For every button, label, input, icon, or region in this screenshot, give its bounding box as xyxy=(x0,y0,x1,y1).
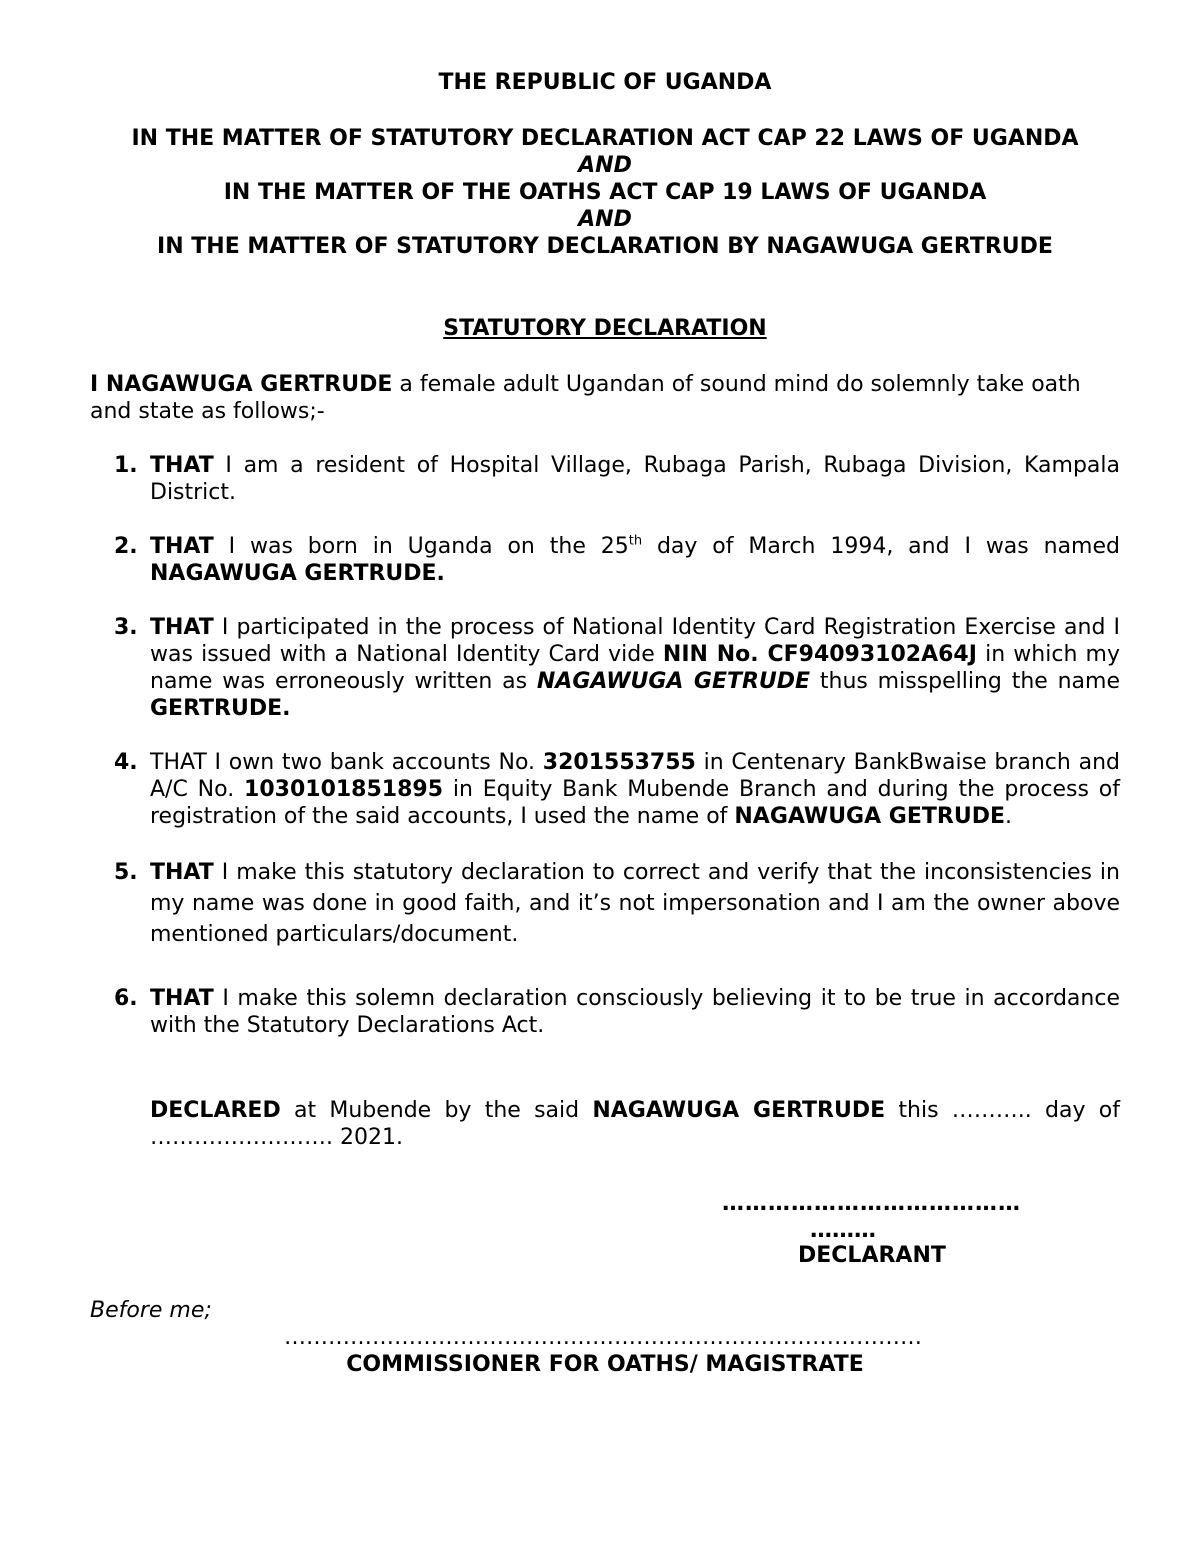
declaration-items xyxy=(90,452,1120,1039)
before-me-label: Before me; xyxy=(90,1298,212,1323)
republic-title: THE REPUBLIC OF UGANDA xyxy=(438,70,772,95)
item-number: 3. xyxy=(114,615,138,640)
item-that: THAT xyxy=(150,615,214,640)
document-heading xyxy=(90,69,1120,260)
item-that: THAT xyxy=(150,534,214,559)
item-number: 5. xyxy=(114,860,138,885)
ordinal-suffix: th xyxy=(628,533,643,549)
item-text: I make this statutory declaration to correct and verify that the inconsistencies in my name was done in good faith, and it’s not impersonation and I am the owner above mentioned particulars/document. xyxy=(150,860,1120,947)
declaration-item-5 xyxy=(90,857,1120,950)
item-text: I was born in Uganda on the 25 xyxy=(213,534,629,559)
and-connector-2: AND xyxy=(578,207,632,232)
commissioner-label: COMMISSIONER FOR OATHS/ MAGISTRATE xyxy=(346,1352,864,1377)
item-that: THAT xyxy=(150,453,214,478)
declared-paragraph xyxy=(150,1097,1120,1151)
item-number: 4. xyxy=(114,750,138,775)
declared-name: NAGAWUGA GERTRUDE xyxy=(592,1098,886,1123)
item-name: NAGAWUGA GETRUDE xyxy=(734,804,1005,829)
item-text-cont2: in Equity Bank Mubende Branch and during the process of registration of the said accounts, I used the name of xyxy=(150,777,1120,829)
and-connector-1: AND xyxy=(578,153,632,178)
matter-statutory-act: IN THE MATTER OF STATUTORY DECLARATION ACT CAP 22 LAWS OF UGANDA xyxy=(131,126,1079,151)
declarant-signature-line-cont: ……… xyxy=(810,1218,876,1243)
declaration-item-1 xyxy=(90,452,1120,506)
declarant-label: DECLARANT xyxy=(798,1243,946,1268)
item-number: 2. xyxy=(114,534,138,559)
intro-paragraph xyxy=(90,371,1120,425)
declared-label: DECLARED xyxy=(150,1098,281,1123)
item-text: THAT I own two bank accounts No. xyxy=(150,750,543,775)
item-text: I make this solemn declaration consciously believing it to be true in accordance with the Statutory Declarations Act. xyxy=(150,986,1120,1038)
erroneous-name: NAGAWUGA GETRUDE xyxy=(536,669,811,694)
nin-number: NIN No. CF94093102A64J xyxy=(662,642,977,667)
item-text: I participated in the process of National Identity Card Registration Exercise and I was issued with a National Identity Card vide xyxy=(150,615,1120,667)
declaration-item-6 xyxy=(90,985,1120,1039)
declared-date-line: this ……….. day of ……………………. 2021. xyxy=(150,1098,1120,1150)
intro-text: a female adult Ugandan of sound mind do solemnly take oath and state as follows;- xyxy=(90,372,1081,424)
intro-declarant-name: I NAGAWUGA GERTRUDE xyxy=(90,372,393,397)
statutory-declaration-title: STATUTORY DECLARATION xyxy=(443,316,767,341)
commissioner-signature-line: …………………………………………………………………………… xyxy=(284,1325,922,1350)
item-that: THAT xyxy=(150,986,214,1011)
declaration-item-4 xyxy=(90,749,1120,830)
item-text: I am a resident of Hospital Village, Rubaga Parish, Rubaga Division, Kampala District. xyxy=(150,453,1120,505)
correct-name: GERTRUDE. xyxy=(150,696,291,721)
item-text-cont: in which my name was erroneously written as xyxy=(150,642,1121,694)
declaration-item-3 xyxy=(90,614,1120,722)
item-text-cont2: thus misspelling the name xyxy=(810,669,1121,694)
declarant-signature-line: ………………………………… xyxy=(722,1191,1021,1216)
matter-oaths-act: IN THE MATTER OF THE OATHS ACT CAP 19 LAWS OF UGANDA xyxy=(223,180,987,205)
item-text-cont: in Centenary BankBwaise branch and A/C No. xyxy=(150,750,1120,802)
matter-declarant: IN THE MATTER OF STATUTORY DECLARATION BY NAGAWUGA GERTRUDE xyxy=(157,234,1053,259)
item-number: 1. xyxy=(114,453,138,478)
declaration-item-2 xyxy=(90,533,1120,587)
declared-text: at Mubende by the said xyxy=(280,1098,593,1123)
item-text-end: . xyxy=(1005,804,1012,829)
item-that: THAT xyxy=(150,860,214,885)
item-text-cont: day of March 1994, and I was named xyxy=(642,534,1120,559)
item-name: NAGAWUGA GERTRUDE. xyxy=(150,561,445,586)
account-number-equity: 1030101851895 xyxy=(244,777,444,802)
account-number-centenary: 3201553755 xyxy=(542,750,696,775)
item-number: 6. xyxy=(114,986,138,1011)
